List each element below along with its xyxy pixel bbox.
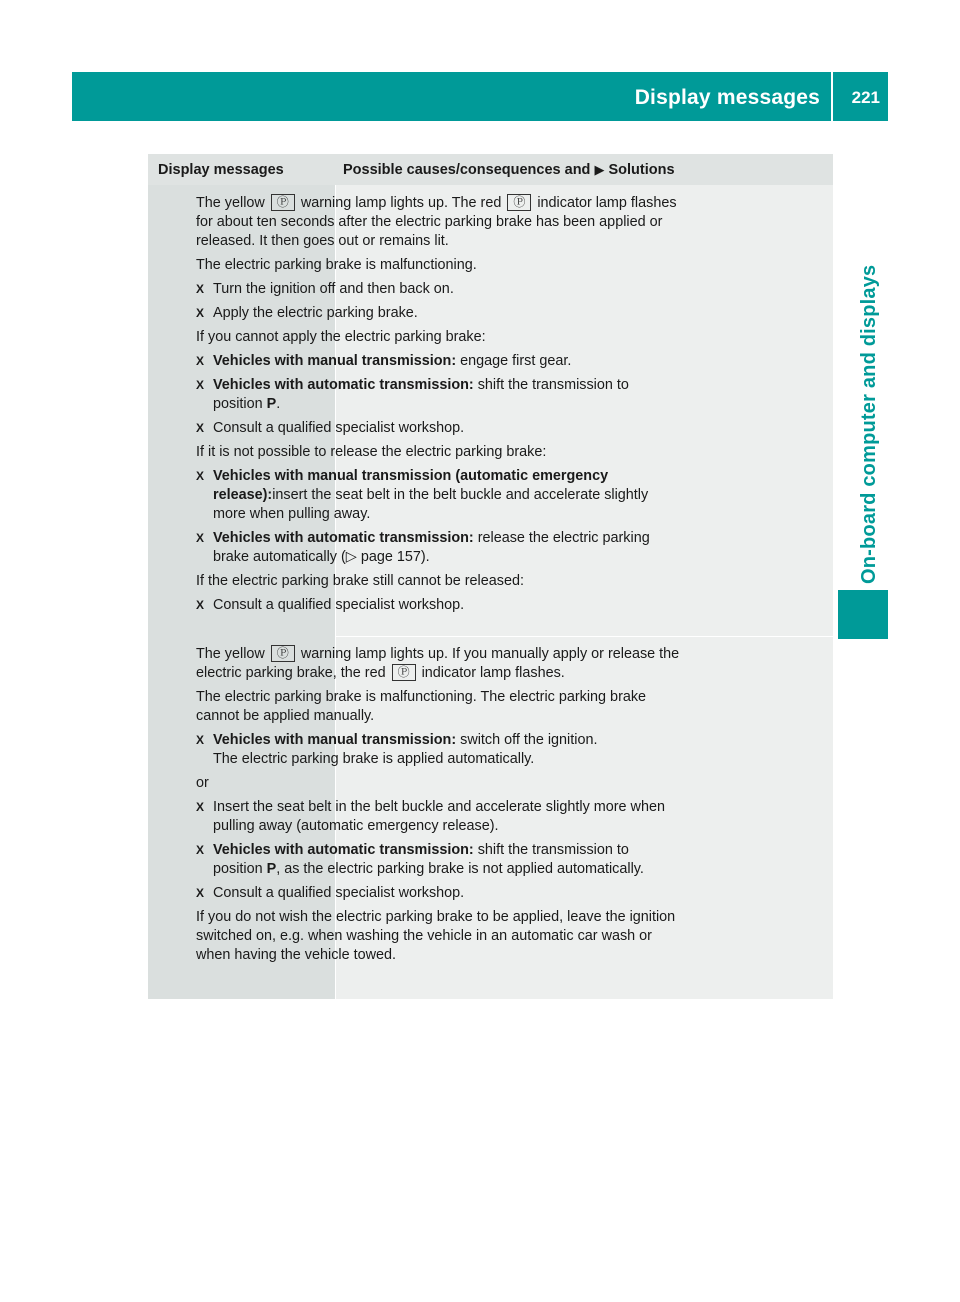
step-marker-icon: X [196,306,205,320]
row2-malfunction: The electric parking brake is malfunctioning. The electric parking brake cannot be applied manually. [196,689,647,724]
parking-brake-icon: Ⓟ [271,645,295,662]
list-item: X Vehicles with automatic transmission: shift the transmission to position P, as the electric parking brake is not applied automatically. [196,842,644,877]
step-marker-icon: X [196,282,205,296]
list-item: X Consult a qualified specialist workshop. [196,420,465,436]
list-item: X Consult a qualified specialist workshop. [196,885,465,901]
parking-brake-icon: Ⓟ [392,664,416,681]
table-header [148,154,833,185]
row2-intro: The yellow Ⓟ warning lamp lights up. If you manually apply or release the electric parking brake, the red Ⓟ indicator lamp flashes. [196,646,680,681]
list-item: X Vehicles with manual transmission (automatic emergency release):insert the seat belt in the belt buckle and accelerate slightly more when pulling away. [196,468,649,522]
parking-brake-icon: Ⓟ [271,194,295,211]
page-title: Display messages [634,86,820,109]
list-item: X Consult a qualified specialist workshop. [196,597,465,613]
column-header-display-messages: Display messages [158,162,284,178]
step-marker-icon: X [196,531,205,545]
step-marker-icon: X [196,421,205,435]
list-item: X Vehicles with automatic transmission: release the electric parking brake automatically (▷ page 157). [196,530,650,565]
step-marker-icon: X [196,843,205,857]
arrow-icon: ▶ [594,162,605,177]
step-marker-icon: X [196,598,205,612]
list-item: X Turn the ignition off and then back on. [196,281,454,297]
parking-brake-icon: Ⓟ [507,194,531,211]
row1-cannot-release: If it is not possible to release the electric parking brake: [196,444,547,460]
row1-still-not-released: If the electric parking brake still cannot be released: [196,573,524,589]
page-number: 221 [851,88,880,107]
list-item: X Insert the seat belt in the belt buckle and accelerate slightly more when pulling away (automatic emergency release). [196,799,665,834]
row1-malfunction: The electric parking brake is malfunctioning. [196,257,477,273]
step-marker-icon: X [196,800,205,814]
list-item: X Vehicles with manual transmission: switch off the ignition. The electric parking brake is applied automatically. [196,732,598,767]
page-header [72,72,888,121]
step-marker-icon: X [196,886,205,900]
step-marker-icon: X [196,733,205,747]
header-divider [831,72,833,121]
step-marker-icon: X [196,469,205,483]
side-tab-marker [838,590,888,639]
table-row [196,194,682,620]
row2-towing-note: If you do not wish the electric parking brake to be applied, leave the ignition switched on, e.g. when washing the vehicle in an automatic car wash or when having the vehicle towed. [196,909,676,963]
list-item: X Vehicles with manual transmission: engage first gear. [196,353,572,369]
row2-or: or [196,775,209,791]
row1-cannot-apply: If you cannot apply the electric parking brake: [196,329,486,345]
row1-intro: The yellow Ⓟ warning lamp lights up. The red Ⓟ indicator lamp flashes for about ten seconds after the electric parking brake has been applied or released. It then goes out or remains lit. [196,195,677,249]
step-marker-icon: X [196,354,205,368]
row-separator [336,636,833,637]
list-item: X Apply the electric parking brake. [196,305,418,321]
column-header-causes-solutions: Possible causes/consequences and ▶ Solutions [343,162,675,178]
list-item: X Vehicles with automatic transmission: shift the transmission to position P. [196,377,629,412]
side-tab-label: On-board computer and displays [858,264,880,584]
page-reference-link[interactable]: page 157). [356,549,430,565]
table-row [196,645,682,970]
page-reference-icon: ▷ [345,549,357,565]
step-marker-icon: X [196,378,205,392]
